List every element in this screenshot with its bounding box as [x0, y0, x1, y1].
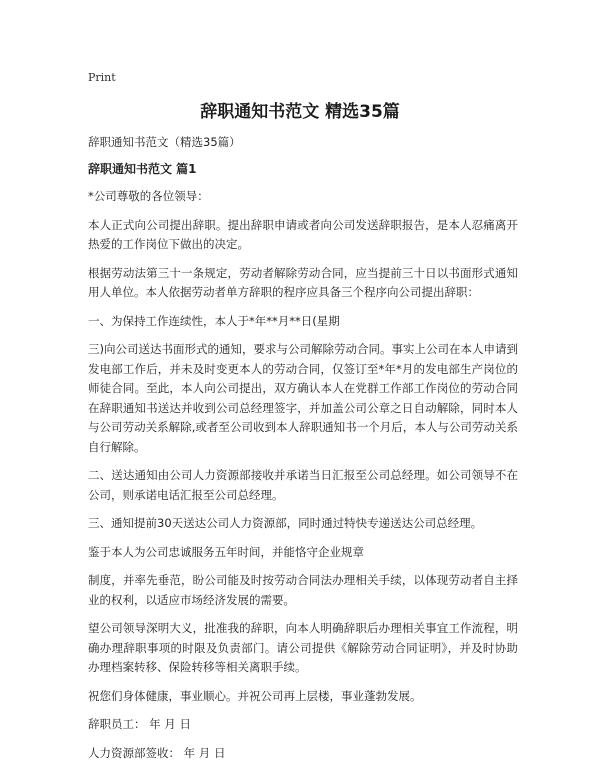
hr-signature-line: 人力资源部签收： 年 月 日 [88, 745, 226, 760]
paragraph: 一、为保持工作连续性，本人于*年**月**日(星期 [88, 313, 340, 328]
paragraph: 望公司领导深明大义，批准我的辞职，向本人明确辞职后办理相关事宜工作流程，明确办理辞职事项的时限及负责部门。请公司提供《解除劳动合同证明》，并及时协助办理档案转移、保险转移等相关离职手续。 [88, 621, 518, 674]
paragraph: 二、送达通知由公司人力资源部接收并承诺当日汇报至公司总经理。如公司领导不在公司，则承诺电话汇报至公司总经理。 [88, 468, 518, 502]
employee-signature-line: 辞职员工： 年 月 日 [88, 717, 191, 731]
section-heading: 辞职通知书范文 篇1 [88, 162, 197, 176]
salutation: *公司尊敬的各位领导： [88, 189, 209, 203]
paragraph: 本人正式向公司提出辞职。提出辞职申请或者向公司发送辞职报告，是本人忍痛离开热爱的工作岗位下做出的决定。 [88, 217, 518, 251]
document-body [88, 133, 518, 772]
paragraph: 三)向公司送达书面形式的通知，要求与公司解除劳动合同。事实上公司在本人申请到发电部工作后，并未及时变更本人的劳动合同，仅签订至*年*月的发电部生产岗位的师徒合同。至此，本人向公司提出，双方确认本人在党群工作部工作岗位的劳动合同在辞职通知书送达并收到公司总经理签字，并加盖公司公章之日自动解除，同时本人与公司劳动关系解除,或者至公司收到本人辞职通知书一个月后，本人与公司劳动关系自行解除。 [88, 342, 518, 454]
document-title: 辞职通知书范文 精选35篇 [200, 102, 400, 122]
document-subtitle: 辞职通知书范文（精选35篇） [88, 135, 241, 149]
paragraph: 三、通知提前30天送达公司人力资源部，同时通过特快专递送达公司总经理。 [88, 516, 483, 530]
paragraph: 制度，并率先垂范，盼公司能及时按劳动合同法办理相关手续，以体现劳动者自主择业的权利，以适应市场经济发展的需要。 [88, 573, 518, 607]
print-link[interactable]: Print [88, 71, 116, 84]
closing-wishes: 祝您们身体健康，事业顺心。并祝公司再上层楼，事业蓬勃发展。 [88, 688, 422, 703]
paragraph: 根据劳动法第三十一条规定，劳动者解除劳动合同，应当提前三十日以书面形式通知用人单位。本人依据劳动者单方辞职的程序应具备三个程序向公司提出辞职： [88, 265, 518, 299]
paragraph: 鉴于本人为公司忠诚服务五年时间，并能恪守企业规章 [88, 544, 364, 559]
